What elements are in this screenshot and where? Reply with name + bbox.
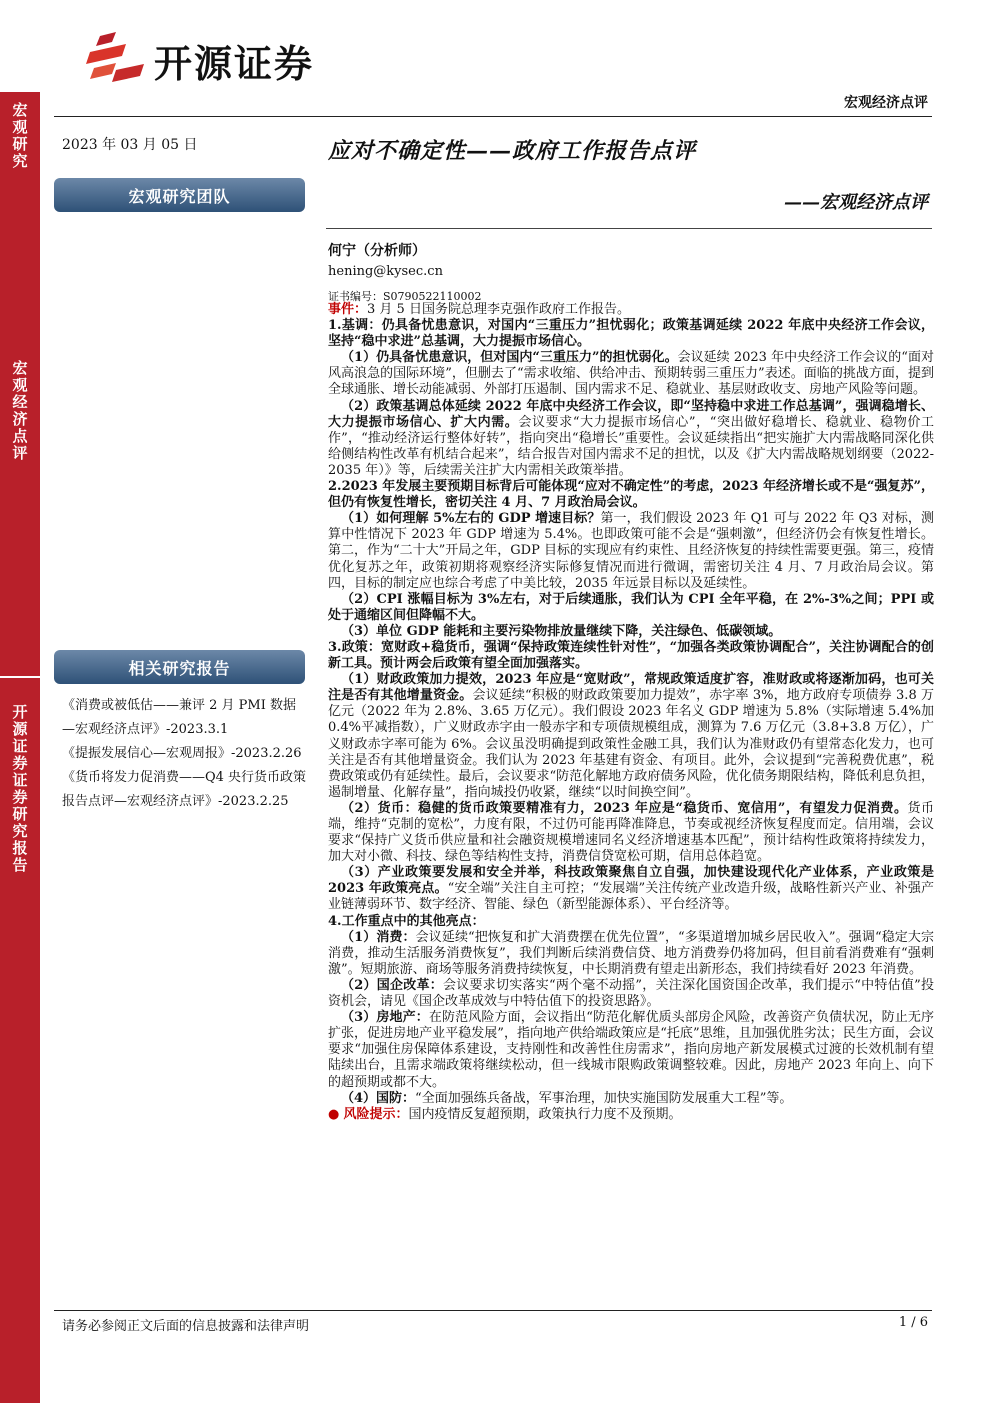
research-team-label: 宏观研究团队 <box>128 186 231 206</box>
brand-logo <box>86 32 314 88</box>
paragraph <box>328 399 934 479</box>
paragraph-text: 会议延续“积极的财政政策要加力提效”，赤字率 3%，地方政府专项债券 3.8 万亿元（2022 年为 2.8%、3.65 万亿元）。我们假设 2023 年名义 GDP 增速为 5.8%（实际增速 5.4%加 0.4%平减指数），广义财政赤字由一般赤字和专项债规模组成，测算为 7.6 万亿元（3.8+3.8 万亿），广义财政赤字率可能为 6%。会议虽没明确提到政策性金融工具，我们认为准财政仍有望常态化发力，也可关注是否有其他增量资金。我们认为 2023 年基建有资金、有项目。此外，会议提到“完善税费优惠”，税费政策或仍有延续性。最后，会议要求“防范化解地方政府债务风险，优化债务期限结构，降低利息负担，遏制增量、化解存量”，指向城投仍收紧，继续“以时间换空间”。 <box>328 688 934 800</box>
report-body <box>328 302 934 1123</box>
paragraph-lead: （1）仍具备忧患意识，但对国内“三重压力”的担忧弱化。 <box>341 350 678 366</box>
risk-label: 风险提示： <box>343 1106 409 1122</box>
paragraph-text: 第一，我们假设 2023 年 Q1 可与 2022 年 Q3 对标，测算中性情况下 2023 年 GDP 增速为 5.4%。也即政策可能不会是“强刺激”，但经济仍会有恢复性增长。第二，作为“二十大”开局之年，GDP 目标的实现应有约束性、且经济恢复的持续性需要更强。第三，疫情优化复苏之年，政策初期将观察经济实际修复情况而进行微调，需密切关注 4 月、7 月政治局会议。第四，目标的制定应也综合考虑了中美比较，2035 年远景目标以及延续性。 <box>328 511 934 591</box>
section-4-title: 4.工作重点中的其他亮点： <box>328 913 485 929</box>
paragraph <box>328 350 934 398</box>
paragraph-text: 会议要求切实落实“两个毫不动摇”，关注深化国资国企改革，我们提示“中特估值”投资机会，请见《国企改革成效与中特估值下的投资思路》。 <box>328 977 934 1010</box>
paragraph-text: 货币端，维持“克制的宽松”，力度有限，不过仍可能再降准降息，节奏或视经济恢复程度而定。信用端，会议要求“保持广义货币供应量和社会融资规模增速同名义经济增速基本匹配”，预计结构性政策将持续发力，加大对小微、科技、绿色等结构性支持，消费信贷宽松可期，信用总体趋宽。 <box>328 800 934 865</box>
kysec-logo-icon <box>86 32 148 88</box>
analyst-cert: 证书编号：S0790522110002 <box>328 290 482 303</box>
footer-divider <box>54 1310 932 1311</box>
paragraph <box>328 801 934 865</box>
paragraph-lead: （2）CPI 涨幅目标为 3%左右，对于后续通胀，我们认为 CPI 全年平稳，在 2%-3%之间；PPI 或处于通缩区间但降幅不大。 <box>328 591 934 623</box>
related-report-item[interactable]: 《提振发展信心—宏观周报》-2023.2.26 <box>62 746 302 761</box>
event-paragraph <box>328 302 934 318</box>
side-tab-macro-review <box>0 290 40 676</box>
paragraph-lead: （1）如何理解 5%左右的 GDP 增速目标？ <box>341 511 601 527</box>
paragraph-lead: （2）政策基调总体延续 2022 年底中央经济工作会议，即“坚持稳中求进工作总基调”，强调稳增长、大力提振市场信心、扩大内需。 <box>328 398 934 430</box>
paragraph-text: 在防范风险方面，会议指出“防范化解优质头部房企风险，改善资产负债状况，防止无序扩张，促进房地产业平稳发展”，指向地产供给端政策应是“托底”思维，且加强优胜劣汰；民生方面，会议要求“加强住房保障体系建设，支持刚性和改善性住房需求”，指向房地产新发展模式过渡的长效机制有望陆续出台，且需求端政策将继续松动，但一线城市限购政策调整较难。因此，房地产 2023 年向上、向下的超预期或都不大。 <box>328 1010 934 1090</box>
event-text: 3 月 5 日国务院总理李克强作政府工作报告。 <box>367 302 630 317</box>
side-tab-macro-research <box>0 92 40 298</box>
paragraph-lead: （3）房地产： <box>341 1010 429 1026</box>
report-subtitle: ——宏观经济点评 <box>784 192 928 213</box>
paragraph-text: “全面加强练兵备战，军事治理，加快实施国防发展重大工程”等。 <box>415 1090 793 1106</box>
side-tab-text: 宏观经济点评 <box>12 359 28 462</box>
report-type: 宏观经济点评 <box>844 95 928 111</box>
paragraph <box>328 624 934 640</box>
page-number: 1 / 6 <box>898 1315 928 1330</box>
report-date: 2023 年 03 月 05 日 <box>62 137 198 153</box>
related-report-item[interactable]: 《消费或被低估——兼评 2 月 PMI 数据—宏观经济点评》-2023.3.1 <box>62 698 296 737</box>
paragraph <box>328 930 934 978</box>
paragraph <box>328 978 934 1010</box>
section-1-title: 1.基调：仍具备忧患意识，对国内“三重压力”担忧弱化；政策基调延续 2022 年底中央经济工作会议，坚持“稳中求进”总基调，大力提振市场信心。 <box>328 318 934 350</box>
paragraph <box>328 865 934 913</box>
paragraph-text: “安全端”关注自主可控；“发展端”关注传统产业改造升级，战略性新兴产业、补强产业链薄弱环节、数字经济、智能、绿色（新型能源体系）、平台经济等。 <box>328 881 934 913</box>
paragraph <box>328 1010 934 1090</box>
risk-paragraph <box>328 1107 934 1123</box>
paragraph-lead: （3）单位 GDP 能耗和主要污染物排放量继续下降，关注绿色、低碳领域。 <box>341 623 782 639</box>
paragraph-lead: （1）财政政策加力提效，2023 年应是“宽财政”，常规政策适度扩容，准财政或将逐渐加码，也可关注是否有其他增量资金。 <box>328 672 934 704</box>
paragraph-lead: （4）国防： <box>341 1090 416 1106</box>
paragraph <box>328 672 934 801</box>
side-tab-text: 宏观研究 <box>12 101 28 170</box>
related-report-item[interactable]: 《货币将发力促消费——Q4 央行货币政策报告点评—宏观经济点评》-2023.2.25 <box>62 770 307 809</box>
paragraph-text: 会议延续 2023 年中央经济工作会议的“面对风高浪急的国际环境”，但删去了“需求收缩、供给冲击、预期转弱三重压力”表述。面临的挑战方面，提到全球通胀、增长动能减弱、外部打压遏制、国内需求不足、稳就业、基层财政收支、房地产风险等问题。 <box>328 350 934 398</box>
paragraph <box>328 511 934 591</box>
bullet-icon: ● <box>328 1106 340 1122</box>
paragraph-lead: （2）国企改革： <box>341 977 444 993</box>
header-divider <box>54 116 932 117</box>
related-reports-bar <box>54 650 305 684</box>
footer-disclaimer: 请务必参阅正文后面的信息披露和法律声明 <box>62 1319 310 1334</box>
paragraph <box>328 592 934 624</box>
brand-name: 开源证券 <box>154 41 315 86</box>
related-reports-label: 相关研究报告 <box>128 658 231 678</box>
side-tab-kysec-research <box>0 678 40 1403</box>
analyst-name: 何宁（分析师） <box>328 243 426 259</box>
paragraph <box>328 1091 934 1107</box>
section-3-title: 3.政策：宽财政+稳货币，强调“保持政策连续性针对性”，“加强各类政策协调配合”，关注协调配合的创新工具。预计两会后政策有望全面加强落实。 <box>328 639 934 672</box>
side-tab-text: 开源证券 证券研究报告 <box>12 703 28 874</box>
paragraph-lead: （3）产业政策要发展和安全并举，科技政策聚焦自立自强，加快建设现代化产业体系，产业政策是 2023 年政策亮点。 <box>328 865 934 897</box>
paragraph-text: 会议延续“把恢复和扩大消费摆在优先位置”，“多渠道增加城乡居民收入”。强调“稳定大宗消费，推动生活服务消费恢复”，我们判断后续消费信贷、地方消费券仍将加码，但目前看消费难有“强刺激”。短期旅游、商场等服务消费持续恢复，中长期消费有望走出新形态，我们持续看好 2023 年消费。 <box>328 929 935 977</box>
report-title: 应对不确定性——政府工作报告点评 <box>328 138 697 164</box>
event-label: 事件： <box>328 302 368 317</box>
risk-text: 国内疫情反复超预期，政策执行力度不及预期。 <box>408 1106 682 1122</box>
title-divider <box>326 228 932 229</box>
analyst-email[interactable]: hening@kysec.cn <box>328 264 443 279</box>
research-team-bar <box>54 178 305 212</box>
related-reports-list <box>62 694 308 814</box>
paragraph-lead: （1）消费： <box>341 929 416 945</box>
paragraph-text: 会议要求“大力提振市场信心”，“突出做好稳增长、稳就业、稳物价工作”，“推动经济运行整体好转”，指向突出“稳增长”重要性。会议延续指出“把实施扩大内需战略同深化供给侧结构性改革有机结合起来”，结合报告对国内需求不足的担忧，以及《扩大内需战略规划纲要（2022-2035 年）》等，后续需关注扩大内需相关政策举措。 <box>328 414 934 478</box>
paragraph-lead: （2）货币：稳健的货币政策要精准有力，2023 年应是“稳货币、宽信用”，有望发力促消费。 <box>341 800 908 816</box>
section-2-title: 2.2023 年发展主要预期目标背后可能体现“应对不确定性”的考虑，2023 年经济增长或不是“强复苏”，但仍有恢复性增长，密切关注 4 月、7 月政治局会议。 <box>328 479 934 511</box>
